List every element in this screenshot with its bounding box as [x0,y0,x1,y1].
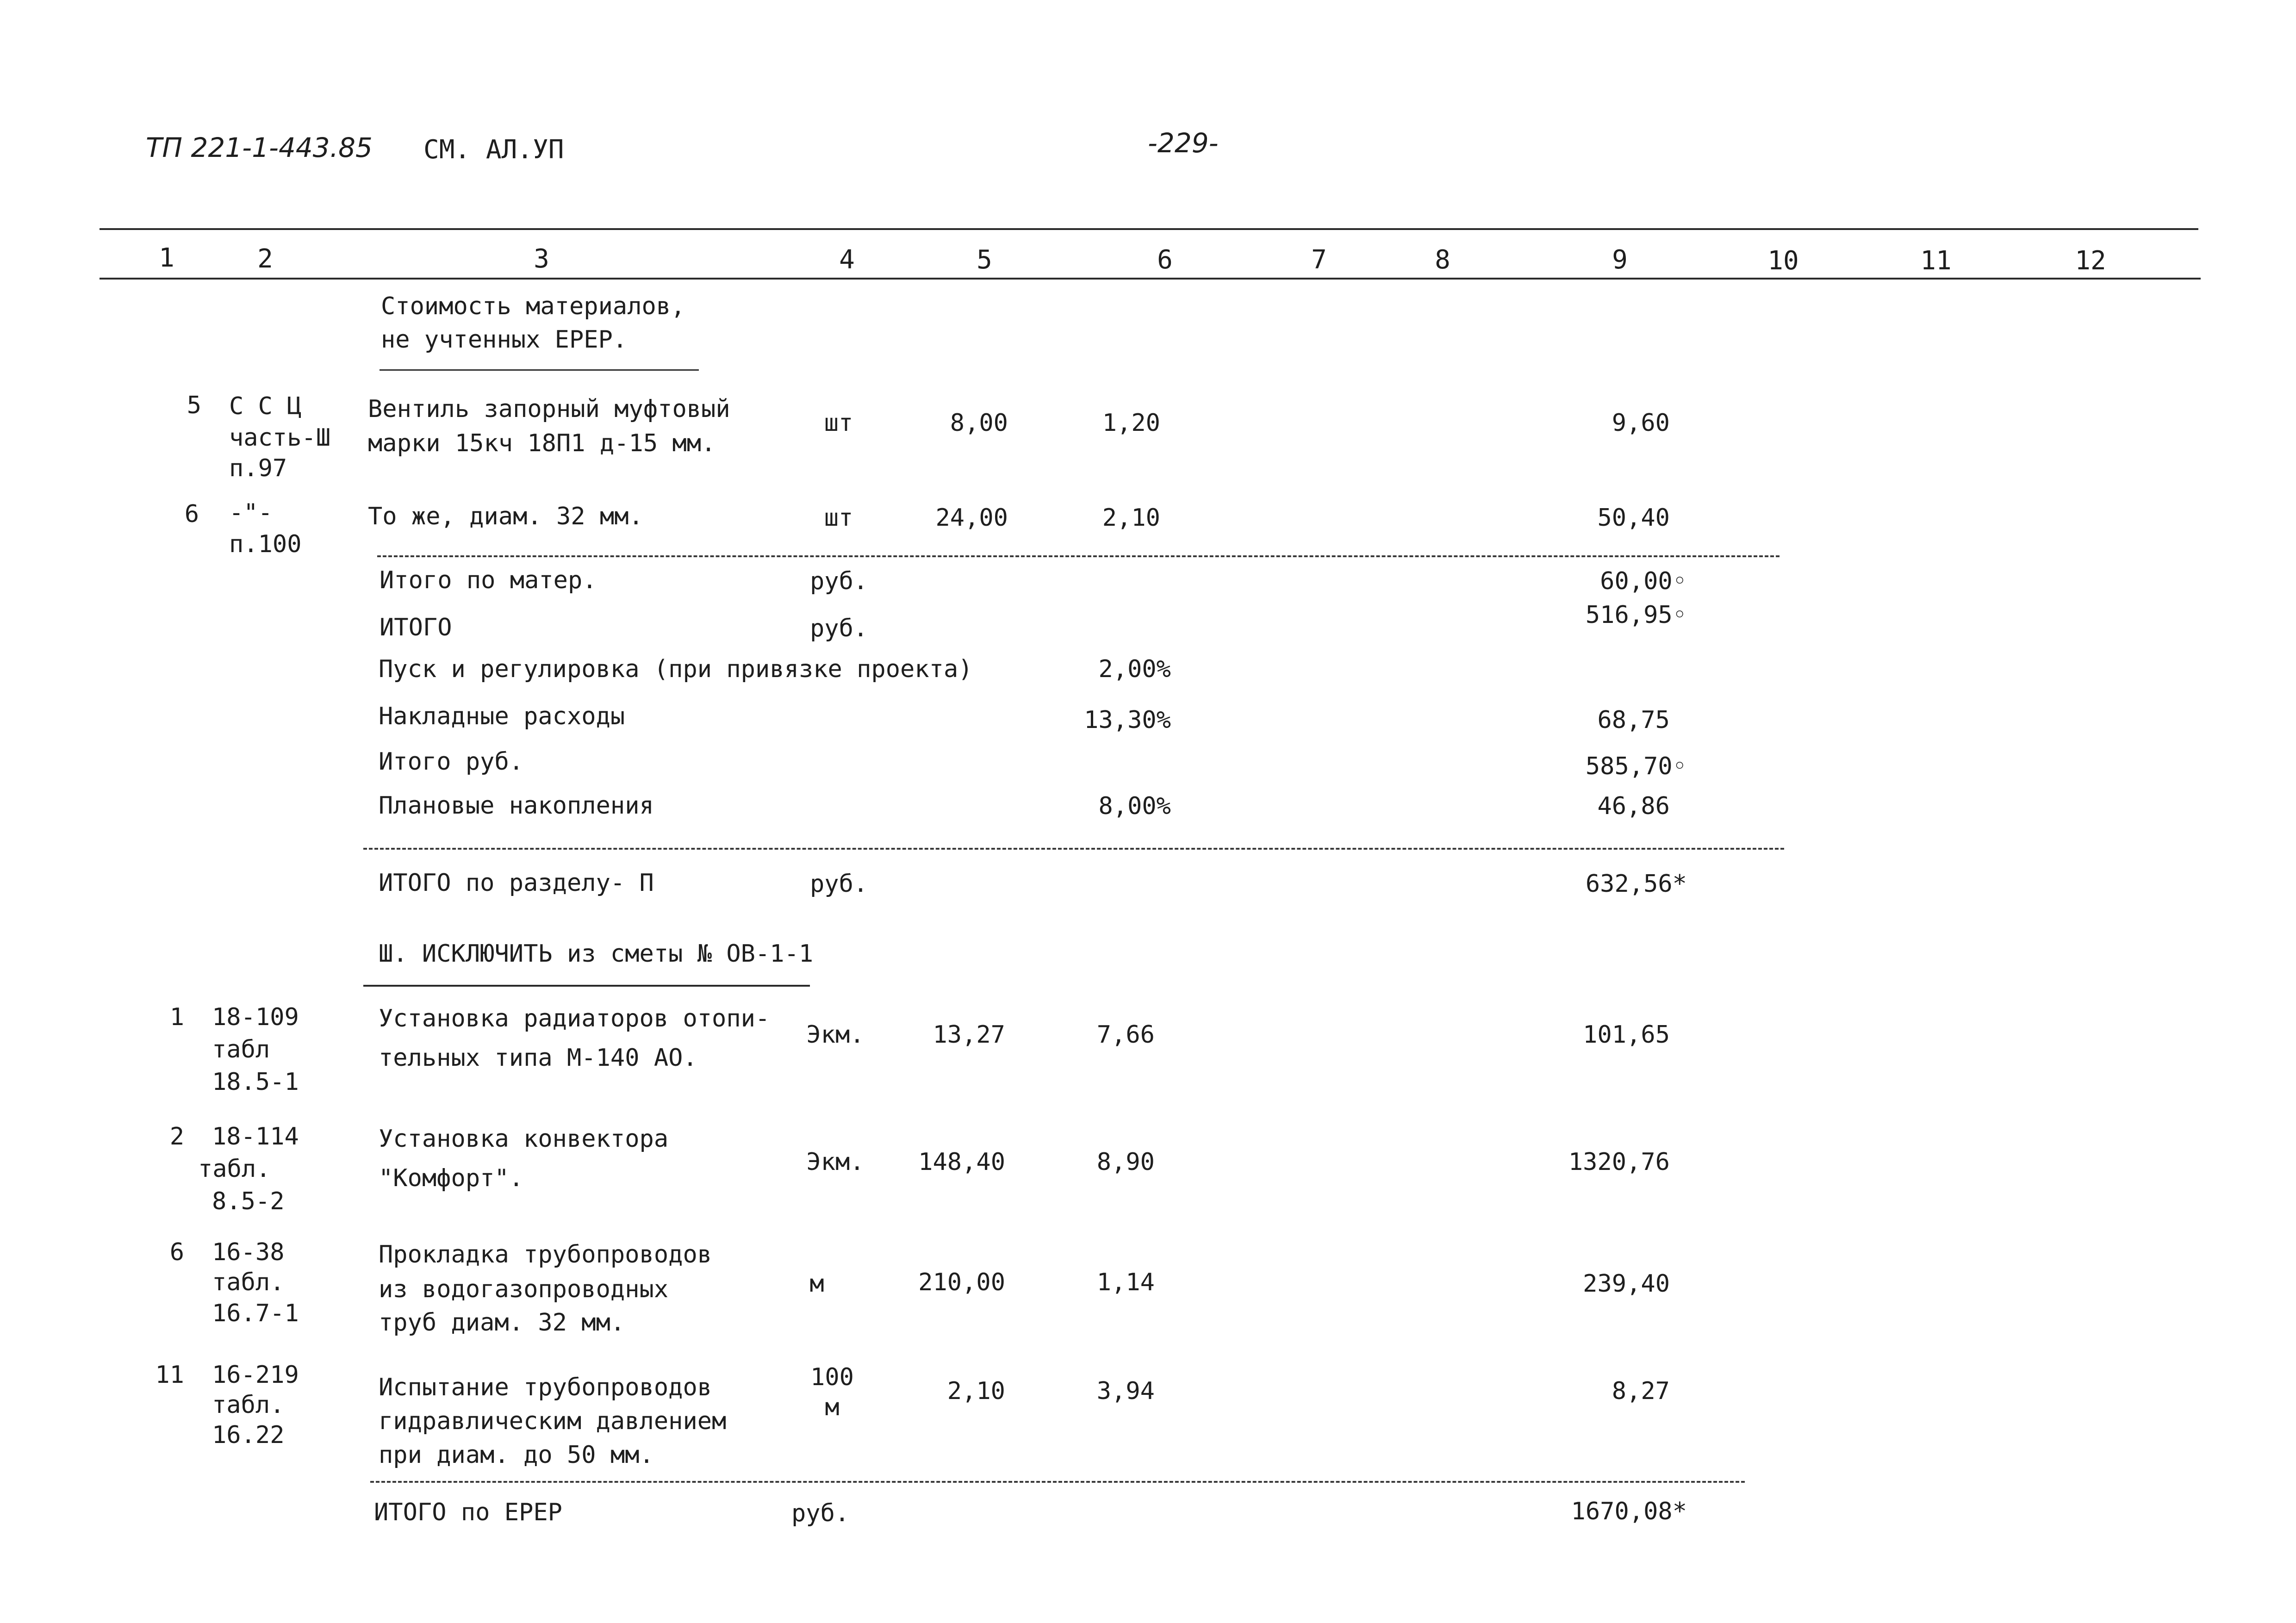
quantity: 210,00 [918,1269,1005,1296]
quantity: 13,27 [933,1021,1005,1049]
rate-code-line: п.97 [229,454,287,482]
item-name-line: Прокладка трубопроводов [379,1241,712,1269]
unit-price: 2,10 [1102,504,1160,532]
rate-code-line: 16-38 [212,1238,285,1266]
quantity: 8,00 [950,409,1008,437]
unit: шт [824,409,853,437]
summary-percent: 2,00% [1098,655,1171,683]
quantity: 24,00 [935,504,1008,532]
item-name-line: при диам. до 50 мм. [379,1441,654,1469]
item-name-line: Вентиль запорный муфтовый [368,395,730,423]
unit-price: 1,20 [1102,409,1160,437]
rate-code-line: С С Ц [229,392,302,420]
unit: шт [824,504,853,532]
item-name-line: Установка радиаторов отопи- [379,1005,770,1032]
unit-price: 1,14 [1096,1269,1155,1296]
page-number: -229- [1148,127,1219,159]
rate-code-line: -"- [229,499,273,527]
quantity: 2,10 [947,1377,1005,1405]
column-header-9: 9 [1612,245,1628,275]
rate-code-line: 18.5-1 [212,1068,299,1096]
unit-price: 7,66 [1096,1021,1155,1049]
rate-code-line: 16-219 [212,1361,299,1389]
column-header-6: 6 [1157,245,1173,275]
item-name-line: труб диам. 32 мм. [379,1309,625,1337]
table-top-rule [100,228,2198,230]
section-total-unit: руб. [810,870,868,898]
table-header-rule [100,278,2201,280]
unit: Экм. [806,1148,865,1176]
unit-price: 8,90 [1096,1148,1155,1176]
column-header-10: 10 [1767,246,1799,276]
section-title-line: Стоимость материалов, [381,292,685,320]
column-header-11: 11 [1920,246,1952,276]
item-name-line: из водогазопроводных [379,1275,669,1303]
summary-total: 585,70◦ [1585,752,1687,780]
total-cost: 1320,76 [1568,1148,1670,1176]
unit-price: 3,94 [1096,1377,1155,1405]
item-name-line: гидравлическим давлением [379,1407,727,1435]
section-title-underline [363,985,810,987]
subtotal-rule [377,555,1780,557]
unit: Экм. [806,1021,865,1049]
section-total-label: ИТОГО по разделу- П [379,869,654,897]
unit: м [809,1270,824,1298]
column-header-5: 5 [977,245,992,275]
summary-unit: руб. [810,567,868,595]
final-total-value: 1670,08* [1571,1498,1687,1525]
section-title-underline [380,369,699,371]
final-total-unit: руб. [791,1499,850,1527]
rate-code-line: табл. [212,1391,285,1419]
summary-label: Итого руб. [379,748,524,776]
summary-label: Пуск и регулировка (при привязке проекта) [379,655,973,683]
rate-code-line: 8.5-2 [212,1188,285,1215]
summary-label: Накладные расходы [379,703,625,730]
column-header-3: 3 [534,244,549,274]
total-cost: 101,65 [1583,1021,1670,1049]
section-title: Ш. ИСКЛЮЧИТЬ из сметы № ОВ-1-1 [379,940,814,968]
row-number: 5 [187,392,201,419]
row-number: 11 [155,1361,184,1389]
row-number: 6 [169,1238,184,1266]
column-header-1: 1 [159,243,174,273]
unit: 100 [810,1363,854,1391]
column-header-2: 2 [257,244,273,274]
summary-percent: 13,30% [1084,706,1171,734]
summary-label: Итого по матер. [380,566,597,594]
final-total-label: ИТОГО по ЕРЕР [374,1499,562,1526]
column-header-7: 7 [1311,245,1327,275]
row-number: 1 [169,1003,184,1031]
summary-unit: руб. [810,615,868,642]
summary-label: ИТОГО [380,614,452,641]
rate-code-line: 18-114 [212,1123,299,1150]
rate-code-line: табл [212,1036,270,1063]
item-name-line: тельных типа М-140 АО. [379,1044,697,1072]
unit: м [825,1393,840,1421]
column-header-8: 8 [1435,245,1450,275]
section-title-line: не учтенных ЕРЕР. [381,326,628,354]
rate-code-line: часть-Ш [229,424,331,452]
item-name-line: Испытание трубопроводов [379,1374,712,1401]
document-code: ТП 221-1-443.85 [146,132,373,163]
total-cost: 50,40 [1597,504,1670,532]
section-rule [363,848,1784,850]
summary-total: 516,95◦ [1585,601,1687,629]
summary-total: 60,00◦ [1600,567,1687,595]
rate-code-line: табл. [198,1155,271,1183]
total-cost: 8,27 [1612,1377,1670,1405]
item-name-line: марки 15кч 18П1 д-15 мм. [368,429,716,457]
total-cost: 9,60 [1612,409,1670,437]
rate-code-line: 16.22 [212,1421,285,1449]
total-cost: 239,40 [1583,1270,1670,1298]
item-name-line: То же, диам. 32 мм. [368,503,643,530]
rate-code-line: 18-109 [212,1003,299,1031]
rate-code-line: п.100 [229,530,302,558]
summary-total: 68,75 [1597,706,1670,734]
rate-code-line: 16.7-1 [212,1300,299,1327]
item-name-line: "Комфорт". [379,1164,524,1192]
item-name-line: Установка конвектора [379,1125,669,1153]
column-header-12: 12 [2075,246,2106,276]
section-rule [370,1481,1745,1483]
summary-label: Плановые накопления [379,792,654,820]
quantity: 148,40 [918,1148,1005,1176]
summary-total: 46,86 [1597,792,1670,820]
summary-percent: 8,00% [1098,792,1171,820]
section-total-value: 632,56* [1585,870,1687,898]
row-number: 6 [184,500,199,528]
rate-code-line: табл. [212,1269,285,1296]
sheet-code: СМ. АЛ.УП [423,135,564,165]
row-number: 2 [169,1123,184,1150]
column-header-4: 4 [839,245,855,275]
